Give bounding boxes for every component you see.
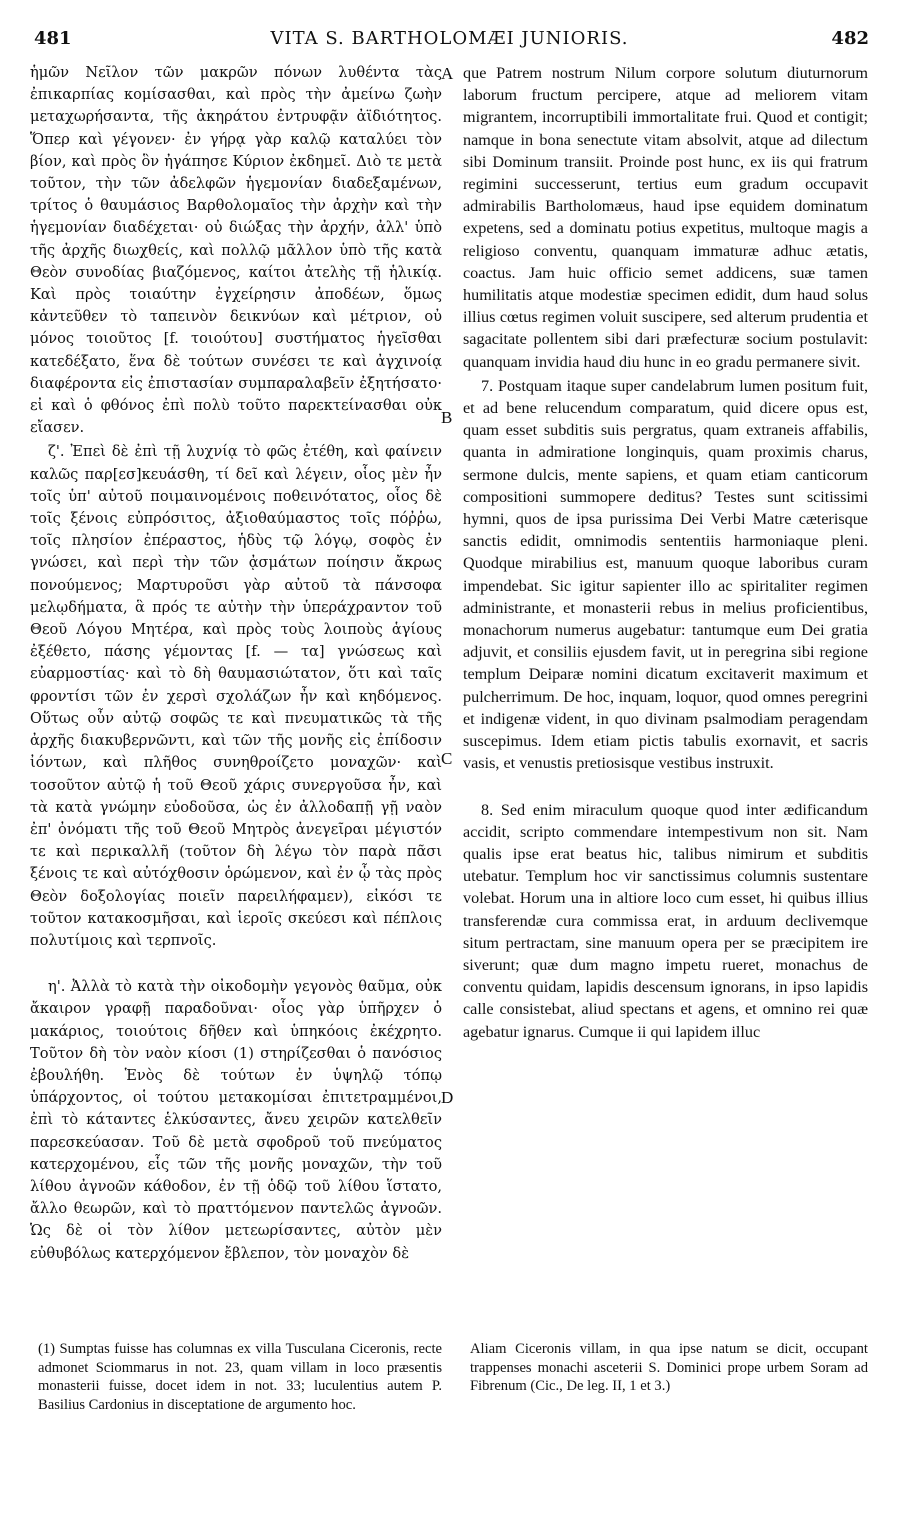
page-number-right: 482 [831,28,869,49]
page-number-left: 481 [34,28,72,49]
footnote-right: Aliam Ciceronis villam, in qua ipse natum se dicit, occupant trappenses monachi asceterii S. Dominici prope urbem Soram ad Fibrenum (Cic., De leg. II, 1 et 3.) [470,1341,868,1394]
margin-letter-a: A [441,64,454,83]
latin-column [463,62,868,1337]
latin-paragraph-1: que Patrem nostrum Nilum corpore solutum diuturnorum laborum fructum percipere, atque ad meliorem vitam migrantem, incorruptibili immortalitate frui. Quod et contigit; namque in bona senectute vitam absolvit, atque ad dilectum sibi Dominum transiit. Proinde post hunc, ex iis qui fratrum regimini successerunt, tertius eum gradum occupavit admirabilis Bartholomæus, haud ipse equidem dominatum expetens, sed a dominatu potius expetitus, multoque magis a religioso conventu, quanquam immaturæ adhuc ætatis, coactus. Jam huic officio semet addicens, suæ tamen humilitatis atque modestiæ specimen edidit, dum haud solus illius cœtus regimen voluit suscipere, sed alterum prudentia et sagacitate pollentem sibi dari præfecturæ socium postulavit: quanquam invidia haud diu hunc in eo gradu permanere sivit. [463,64,868,371]
greek-column [30,62,442,1337]
latin-paragraph-3: 8. Sed enim miraculum quoque quod inter ædificandum accidit, scripto commendare intempestivum non sit. Nam qualis ipse erat beatus hic, talibus nimirum et subditis utebatur. Templum hoc vir sanctissimus columnis sustentare volebat. Horum una in altiore loco cum esset, hi quibus illius transferendæ cura commissa erat, in arduum declivemque situm pertractam, sine manuum opera per se præcipitem ire siverunt; quæ dum magno impetu rueret, monachus de conventu quidam, lapidis descensum ignorans, in ipso lapidis calle consistebat, aliud spectans et agens, et omnino rei quæ agebatur ignarus. Cumque ii qui lapidem illuc [463,800,868,1041]
greek-paragraph-1: ἡμῶν Νεῖλον τῶν μακρῶν πόνων λυθέντα τὰς ἐπικαρπίας κομίσασθαι, καὶ πρὸς τὴν ἀμείνω ζωὴν μεταχωρήσαντα, τῆς ἀκηράτου ἐντρυφᾷν ἀϊδιότητος. Ὅπερ καὶ γέγονεν· ἐν γήρᾳ γὰρ καλῷ καταλύει τὸν βίον, καὶ πρὸς ὃν ἠγάπησε Κύριον ἐκδημεῖ. Διὸ τε μετὰ τοῦτον, τὴν τῶν ἀδελφῶν ἡγεμονίαν διαδεξαμένων, τρίτος ὁ θαυμάσιος Βαρθολομαῖος τὴν ἀρχὴν καὶ τὴν ἡγεμονίαν διαδέχεται· οὐ διώξας τὴν ἀρχήν, ἀλλ' ὑπὸ τῆς ἀρχῆς διωχθείς, καὶ πολλῷ μᾶλλον ὑπὸ τῆς κατὰ Θεὸν συνοδίας βιαζόμενος, καίτοι ἀτελὴς τῇ ἡλικίᾳ. Καὶ πρὸς τοιαύτην ἐγχείρησιν ἀποδέων, ὅμως κἀντεῦθεν τὸ ταπεινὸν δεικνύων καὶ μέτριον, οὐ μόνος τοιοῦτος [f. τοιούτου] συστήματος ἡγεῖσθαι κατεδέξατο, ἕνα δὲ τούτων συνέσει τε καὶ ἀγχινοίᾳ διαφέροντα εἰς ἐπιστασίαν συμπαραλαβεῖν ἐξητήσατο· εἰ καὶ ὁ φθόνος ἐπὶ πολὺ τοῦτο παρεκτείνασθαι οὐκ εἴασεν. [30,64,442,437]
greek-paragraph-2: ζ'. Ἐπεὶ δὲ ἐπὶ τῇ λυχνίᾳ τὸ φῶς ἐτέθη, καὶ φαίνειν καλῶς παρ[εσ]κευάσθη, τί δεῖ καὶ λέγειν, οἷος μὲν ἦν τοῖς ὑπ' αὐτοῦ ποιμαινομένοις ποθεινότατος, οἷος δὲ τοῖς ξένοις εὐπρόσιτος, ἀξιοθαύμαστος τοῖς πόῤῥω, τοῖς πλησίον ἐπέραστος, ἡδὺς τῷ λόγῳ, σοφὸς ἐν γνώσει, καὶ περὶ τὴν τῶν ᾀσμάτων ποίησιν ἄκρως πονούμενος; Μαρτυροῦσι γὰρ αὐτοῦ τὰ πάνσοφα μελῳδήματα, ἃ πρός τε αὐτὴν τὴν ὑπεράχραντον τοῦ Θεοῦ Λόγου Μητέρα, καὶ πρὸς τοὺς λοιποὺς ἁγίους ἐξέθετο, πάσης γέμοντας [f. — τα] γνώσεως καὶ εὐαρμοστίας· καὶ τὸ δὴ θαυμασιώτατον, ὅτι καὶ ταῖς φροντίσι τῶν ἐν χερσὶ σχολάζων ἦν καὶ κηδόμενος. Οὕτως οὖν αὐτῷ σοφῶς τε καὶ πνευματικῶς τὰ τῆς ἀρχῆς διακυβερνῶντι, καὶ τῶν τῆς μονῆς εἰς ἐπίδοσιν ἰόντων, καὶ πλῆθος συνηθροίζετο μοναχῶν· καὶ τοσοῦτον αὐτῷ ἡ τοῦ Θεοῦ χάρις συνεργοῦσα ἦν, καὶ τὰ κατὰ γνώμην εὐοδοῦσα, ὡς ἐν ἀλλοδαπῇ γῇ ναὸν ἐπ' ὀνόματι τῆς τοῦ Θεοῦ Μητρὸς ἀνεγεῖραι μέγιστόν τε καὶ περικαλλῆ (τοῦτον δὴ λέγω τὸν παρὰ πᾶσι ξένοις τε καὶ αὐτόχθοσιν ὁρώμενον, καὶ ἐν ᾧ τὰς πρὸς Θεὸν δοξολογίας ποιεῖν παρειλήφαμεν), εἰκόσι τε τοῦτον κατακοσμῆσαι, καὶ ἱεροῖς σκεύεσι καὶ πέπλοις πολυτίμοις καὶ τερπνοῖς. [30,443,442,949]
margin-letter-d: D [441,1088,454,1107]
running-title: VITA S. BARTHOLOMÆI JUNIORIS. [270,28,629,49]
greek-paragraph-3: η'. Ἀλλὰ τὸ κατὰ τὴν οἰκοδομὴν γεγονὸς θαῦμα, οὐκ ἄκαιρον γραφῇ παραδοῦναι· οἷος γὰρ ὑπῆρχεν ὁ μακάριος, τοιούτοις δῆθεν καὶ ὑπηκόοις ἐκέχρητο. Τοῦτον δὴ τὸν ναὸν κίοσι (1) στηρίζεσθαι ὁ πανόσιος ἐβουλήθη. Ἑνὸς δὲ τούτων ἐν ὑψηλῷ τόπῳ ὑπάρχοντος, οἱ τούτου μετακομίσαι ἐπιτετραμμένοι, ἐπὶ τὸ κάταντες ἑλκύσαντες, ἄνευ χειρῶν κατελθεῖν παρεσκεύασαν. Τοῦ δὲ μετὰ σφοδροῦ τοῦ πνεύματος κατερχομένου, εἷς τῶν τῆς μονῆς μοναχῶν, τὴν τοῦ λίθου ἀγνοῶν κάθοδον, ἐν τῇ ὁδῷ τοῦ λίθου ἵστατο, ἄλλο θεωρῶν, καὶ τὸ πραττόμενον παντελῶς ἀγνοῶν. Ὡς δὲ οἱ τὸν λίθον μετεωρίσαντες, αὐτὸν μὲν εὐθυβόλως κατερχόμενον ἔβλεπον, τὸν μοναχὸν δὲ [30,978,442,1262]
margin-letter-c: C [441,749,453,768]
margin-letter-b: B [441,408,453,427]
footnote-left: (1) Sumptas fuisse has columnas ex villa Tusculana Ciceronis, recte admonet Sciommarus in not. 23, quam villam in loco præsentis monasterii fuisse, docet idem in not. 33; luculentius autem P. Basilius Cardonius in disceptatione de argumento hoc. [38,1341,442,1413]
latin-paragraph-2: 7. Postquam itaque super candelabrum lumen positum fuit, et ad bene relucendum comparatum, quid dicere opus est, quam esset subditis suis pergratus, quam extraneis affabilis, quanta in admiratione longinquis, quam proximis charus, sermone dulcis, mente sapiens, et quam etiam canticorum compositioni summopere deditus? Testes sunt scitissimi hymni, quos de ipsa purissima Dei Verbi Matre cæterisque sanctis edidit, omnimodis sententiis harmoniaque pleni. Quodque mirabilius est, manuum quoque laboribus curam impendebat. Sic igitur sapienter illo ac spiritaliter regimen administrante, et monasterii rebus in melius proficientibus, monachorum numerus augebatur: tantumque eum Dei gratia adjuvit, et consiliis ejusdem favit, ut in peregrina sibi regione templum Deiparæ nomini dicatum excitaverit maximum et pulcherrimum. De hoc, inquam, loquor, quod omnes peregrini et indigenæ vident, in quo divinam psalmodiam peragendam suscepimus. Idem etiam pictis tabulis exornavit, et sacris vasis, et venustis pretiosisque vestibus instruxit. [463,376,868,773]
